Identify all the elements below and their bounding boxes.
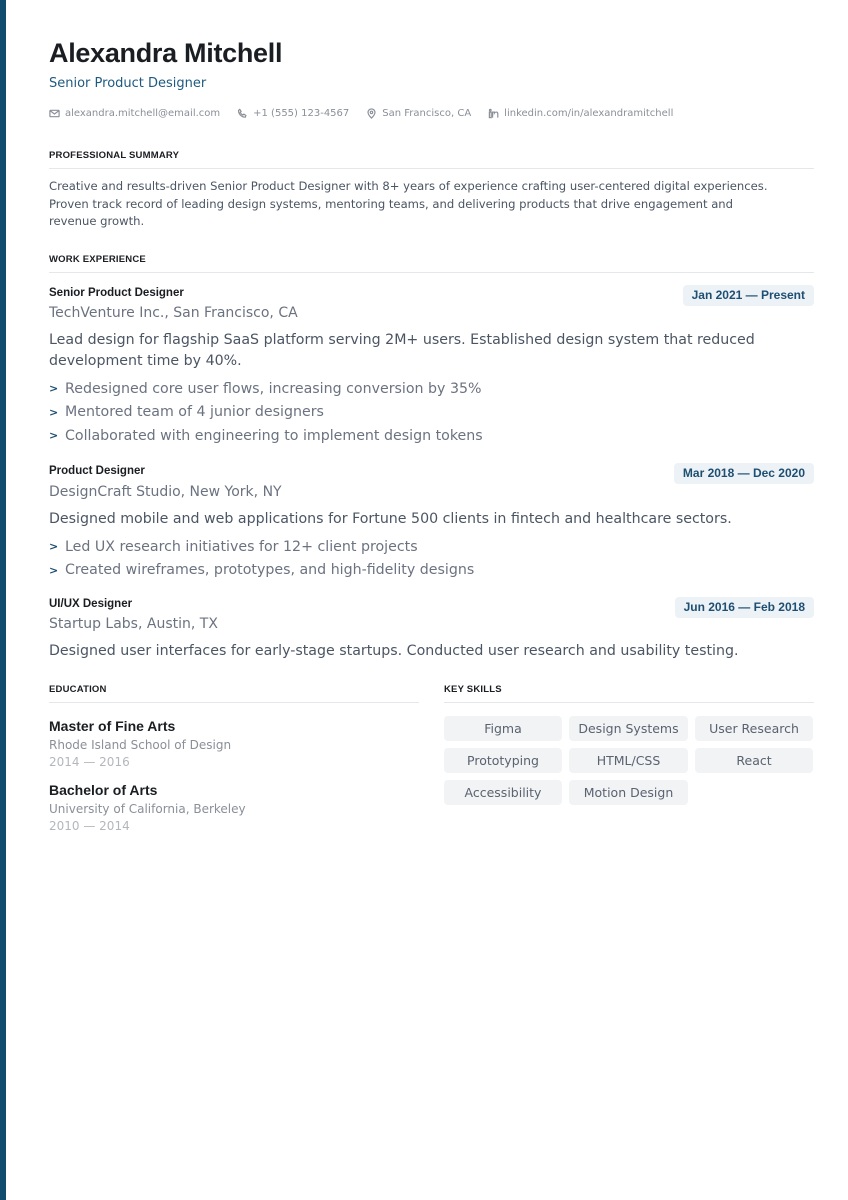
email-text: alexandra.mitchell@email.com: [65, 108, 221, 119]
job-company: Startup Labs, Austin, TX: [49, 616, 218, 632]
phone-icon: [237, 108, 248, 119]
date-badge: Jun 2016 — Feb 2018: [675, 597, 814, 618]
job-bullets: [49, 377, 483, 448]
summary-heading: PROFESSIONAL SUMMARY: [49, 150, 180, 161]
skill-tag: React: [695, 748, 813, 773]
candidate-name: Alexandra Mitchell: [49, 38, 283, 68]
bullet-item: > Redesigned core user flows, increasing conversion by 35%: [49, 380, 482, 397]
linkedin-icon: [488, 108, 499, 119]
job-company: DesignCraft Studio, New York, NY: [49, 484, 282, 500]
school: Rhode Island School of Design: [49, 738, 232, 752]
skill-tag: Prototyping: [444, 748, 562, 773]
job-description: Designed user interfaces for early-stage startups. Conducted user research and usability testing.: [49, 643, 739, 659]
skill-tag: Motion Design: [569, 780, 688, 805]
location-pin-icon: [366, 108, 377, 119]
skill-tag: Design Systems: [569, 716, 688, 741]
skill-tag: Figma: [444, 716, 562, 741]
skill-tag: Accessibility: [444, 780, 562, 805]
job-title: Senior Product Designer: [49, 287, 184, 299]
job-bullets: [49, 535, 474, 582]
contact-row: [49, 108, 690, 119]
contact-email[interactable]: [49, 108, 220, 119]
chevron-right-icon: >: [49, 540, 59, 554]
divider: [444, 702, 814, 703]
job-title: Product Designer: [49, 465, 145, 477]
divider: [49, 702, 419, 703]
years: 2014 — 2016: [49, 755, 130, 769]
contact-location: [366, 108, 471, 119]
skills-heading: KEY SKILLS: [444, 684, 502, 695]
education-heading: EDUCATION: [49, 684, 107, 695]
school: University of California, Berkeley: [49, 802, 246, 816]
skills-grid: [444, 716, 814, 805]
skill-tag: HTML/CSS: [569, 748, 688, 773]
divider: [49, 272, 814, 273]
years: 2010 — 2014: [49, 819, 130, 833]
job-company: TechVenture Inc., San Francisco, CA: [49, 305, 298, 321]
mail-icon: [49, 108, 60, 119]
date-badge: Jan 2021 — Present: [683, 285, 814, 306]
bullet-item: > Collaborated with engineering to implement design tokens: [49, 427, 483, 444]
bullet-item: > Created wireframes, prototypes, and high-fidelity designs: [49, 562, 475, 579]
experience-heading: WORK EXPERIENCE: [49, 254, 146, 265]
summary-text: Creative and results-driven Senior Product Designer with 8+ years of experience crafting user-centered digital experiences. Proven track record of leading design systems, mentoring teams, and delivering products that drive engagement and revenue growth.: [49, 179, 768, 228]
job-description: Designed mobile and web applications for Fortune 500 clients in fintech and healthcare sectors.: [49, 511, 732, 527]
skill-tag: User Research: [695, 716, 813, 741]
bullet-item: > Led UX research initiatives for 12+ client projects: [49, 538, 418, 555]
job-description: Lead design for flagship SaaS platform serving 2M+ users. Established design system that reduced development time by 40%.: [49, 332, 755, 369]
linkedin-text: linkedin.com/in/alexandramitchell: [504, 108, 674, 119]
chevron-right-icon: >: [49, 429, 59, 443]
divider: [49, 168, 814, 169]
location-text: San Francisco, CA: [382, 108, 472, 119]
degree: Master of Fine Arts: [49, 718, 176, 734]
job-title: UI/UX Designer: [49, 598, 133, 610]
date-badge: Mar 2018 — Dec 2020: [674, 463, 814, 484]
chevron-right-icon: >: [49, 405, 59, 419]
candidate-title: Senior Product Designer: [49, 76, 207, 91]
contact-phone[interactable]: [237, 108, 349, 119]
contact-linkedin[interactable]: [488, 108, 673, 119]
chevron-right-icon: >: [49, 563, 59, 577]
phone-text: +1 (555) 123-4567: [253, 108, 350, 119]
chevron-right-icon: >: [49, 382, 59, 396]
accent-bar: [0, 0, 6, 1200]
bullet-item: > Mentored team of 4 junior designers: [49, 404, 324, 421]
degree: Bachelor of Arts: [49, 782, 158, 798]
